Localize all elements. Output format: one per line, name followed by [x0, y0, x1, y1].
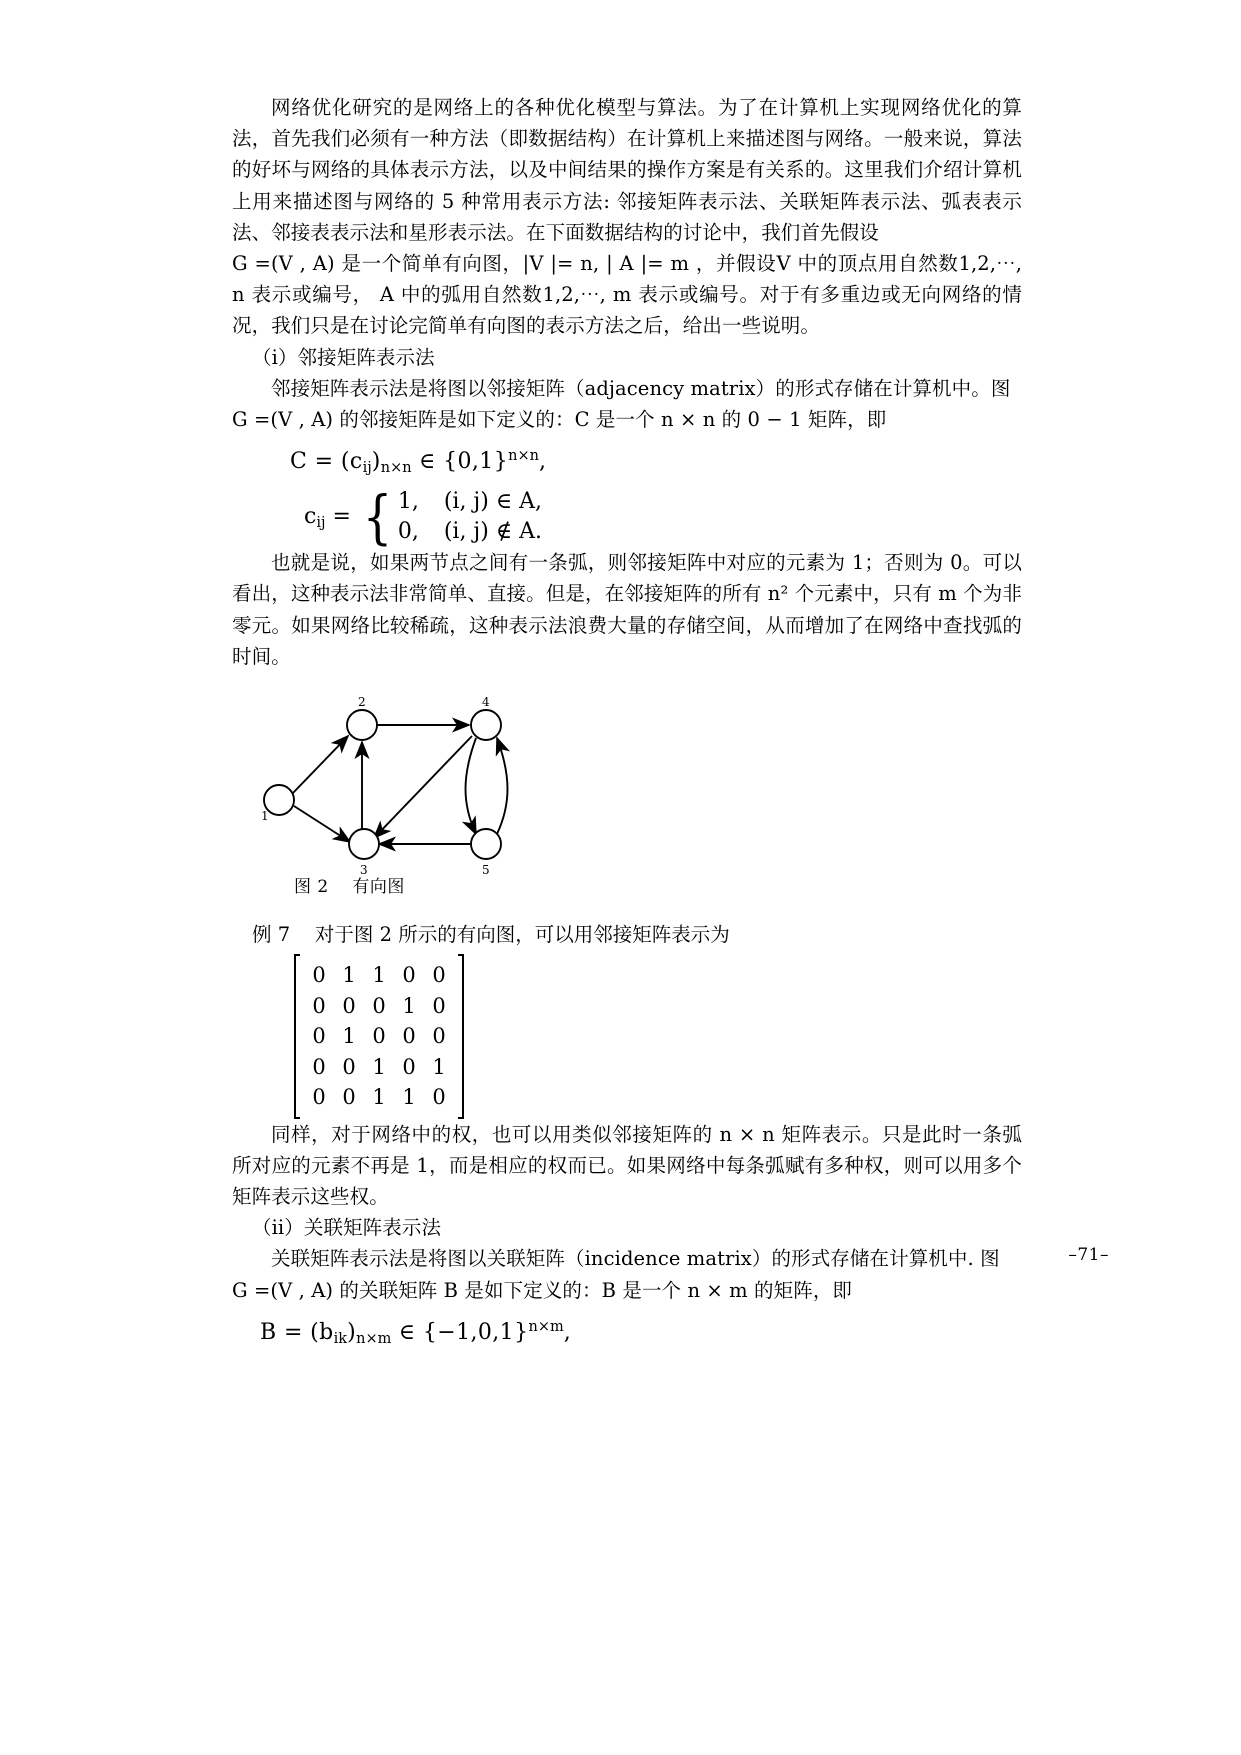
formula-c-membership: ∈ {0,1}	[419, 449, 509, 475]
figure-caption-text: 有向图	[352, 877, 405, 898]
formula-b-lhs: B = (b	[260, 1319, 334, 1345]
example-7-line	[232, 919, 1022, 950]
piecewise-equals: =	[332, 503, 351, 529]
formula-b-definition	[232, 1312, 1022, 1354]
paragraph-weights: 同样，对于网络中的权，也可以用类似邻接矩阵的 n × n 矩阵表示。只是此时一条弧所对应的元素不再是 1，而是相应的权而已。如果网络中每条弧赋有多种权，则可以用多个矩阵表示这些权。	[232, 1122, 1022, 1208]
matrix-cell: 0	[372, 1024, 386, 1049]
formula-c-close: )	[371, 449, 381, 475]
matrix-cell: 0	[402, 1024, 416, 1049]
piecewise-value: 1,	[397, 489, 419, 515]
matrix-cell: 0	[432, 1085, 446, 1110]
matrix-cell: 0	[342, 1085, 356, 1110]
piecewise-row	[398, 487, 542, 517]
formula-b-sup-nxm: n×m	[528, 1318, 564, 1335]
matrix-cell: 0	[312, 993, 326, 1018]
matrix-cell: 0	[402, 1054, 416, 1079]
section-heading-ii: （ii）关联矩阵表示法	[252, 1216, 442, 1240]
matrix-cell: 0	[312, 963, 326, 988]
matrix-bracket-right	[458, 954, 464, 1119]
matrix-cell: 0	[402, 963, 416, 988]
graph-node-2	[347, 710, 377, 740]
matrix-cell: 0	[312, 1054, 326, 1079]
matrix-grid	[300, 954, 458, 1119]
graph-node-4	[471, 710, 501, 740]
paragraph-incidence-def-continued: G =(V , A) 的关联矩阵 B 是如下定义的：B 是一个 n × m 的矩阵，即	[232, 1278, 853, 1302]
matrix-cell: 0	[312, 1024, 326, 1049]
adjacency-matrix	[294, 954, 464, 1119]
piecewise-lhs-sub: ij	[316, 514, 326, 531]
graph-node-5	[471, 829, 501, 859]
figure-caption-label: 图 2	[294, 877, 329, 898]
matrix-cell: 0	[432, 963, 446, 988]
graph-node-label-1: 1	[261, 809, 269, 824]
page-number: –71–	[1068, 1245, 1109, 1265]
formula-c-definition	[232, 441, 1022, 483]
matrix-cell: 1	[372, 963, 386, 988]
directed-graph-svg	[254, 694, 554, 878]
formula-c-sub-ij: ij	[362, 460, 372, 477]
formula-c-sub-nxn: n×n	[380, 460, 412, 477]
example-label: 例 7	[252, 923, 291, 947]
formula-c-sup-nxn: n×n	[508, 448, 539, 465]
paragraph-adjacency-def-continued: G =(V , A) 的邻接矩阵是如下定义的：C 是一个 n × n 的 0 − 1 矩阵，即	[232, 408, 887, 432]
matrix-cell: 0	[372, 993, 386, 1018]
piecewise-condition: (i, j) ∈ A,	[443, 489, 542, 515]
graph-node-label-3: 3	[360, 863, 368, 878]
formula-c-lhs: C	[290, 449, 308, 475]
piecewise-lhs: $c_{ij}$ =	[304, 503, 351, 531]
formula-b-close: )	[347, 1319, 357, 1345]
formula-b-sub-nxm: n×m	[356, 1330, 392, 1347]
paragraph-intro: 网络优化研究的是网络上的各种优化模型与算法。为了在计算机上实现网络优化的算法，首先我们必须有一种方法（即数据结构）在计算机上来描述图与网络。一般来说，算法的好坏与网络的具体表示方法，以及中间结果的操作方案是有关系的。这里我们介绍计算机上用来描述图与网络的 5 种常用表示方法: 邻接矩阵表示法、关联矩阵表示法、弧表表示法、邻接表表示法和星形表示法。在下面数据结构的讨论中，我们首先假设	[232, 96, 1022, 244]
matrix-cell: 1	[342, 1024, 356, 1049]
figure-caption	[294, 872, 1022, 897]
formula-b-membership: ∈ {−1,0,1}	[398, 1319, 529, 1345]
matrix-cell: 0	[312, 1085, 326, 1110]
piecewise-value: 0,	[397, 519, 419, 545]
page-content	[232, 92, 1022, 1354]
section-heading-i: （i）邻接矩阵表示法	[252, 345, 435, 369]
matrix-cell: 1	[372, 1054, 386, 1079]
matrix-cell: 0	[432, 993, 446, 1018]
paragraph-sparse-discussion: 也就是说，如果两节点之间有一条弧，则邻接矩阵中对应的元素为 1；否则为 0。可以看出，这种表示法非常简单、直接。但是，在邻接矩阵的所有 n² 个元素中，只有 m 个为非零元。如果网络比较稀疏，这种表示法浪费大量的存储空间，从而增加了在网络中查找弧的时间。	[232, 551, 1022, 668]
formula-b-sub-ik: ik	[333, 1330, 348, 1347]
formula-c-comma: ,	[538, 449, 547, 475]
matrix-cell: 0	[342, 1054, 356, 1079]
figure-directed-graph	[254, 694, 554, 878]
paragraph-adjacency-def: 邻接矩阵表示法是将图以邻接矩阵（adjacency matrix）的形式存储在计算机中。图	[271, 376, 1011, 400]
paragraph-intro-continued: G =(V , A) 是一个简单有向图，|V |= n, | A |= m ，并假设V 中的顶点用自然数1,2,⋯, n 表示或编号， A 中的弧用自然数1,2,⋯, m 表示或编号。对于有多重边或无向网络的情况，我们只是在讨论完简单有向图的表示方法之后，给出一些说明。	[232, 252, 1022, 338]
formula-cij-piecewise	[304, 482, 1022, 551]
graph-node-label-2: 2	[358, 695, 366, 710]
matrix-cell: 1	[432, 1054, 446, 1079]
formula-c-open: (c	[340, 449, 363, 475]
matrix-cell: 1	[372, 1085, 386, 1110]
example-text: 对于图 2 所示的有向图，可以用邻接矩阵表示为	[314, 923, 730, 947]
matrix-cell: 1	[342, 963, 356, 988]
matrix-cell: 1	[402, 993, 416, 1018]
graph-node-label-4: 4	[482, 695, 490, 710]
graph-node-3	[349, 829, 379, 859]
piecewise-condition: (i, j) ∉ A.	[443, 519, 542, 545]
formula-b-comma: ,	[563, 1319, 572, 1345]
paragraph-incidence-def: 关联矩阵表示法是将图以关联矩阵（incidence matrix）的形式存储在计算机中. 图	[271, 1247, 1000, 1271]
piecewise-brace-icon: {	[362, 482, 393, 551]
formula-c-equals: =	[314, 449, 334, 475]
matrix-cell: 0	[342, 993, 356, 1018]
graph-node-label-5: 5	[482, 863, 490, 878]
piecewise-row	[398, 517, 542, 547]
matrix-cell: 1	[402, 1085, 416, 1110]
matrix-cell: 0	[432, 1024, 446, 1049]
